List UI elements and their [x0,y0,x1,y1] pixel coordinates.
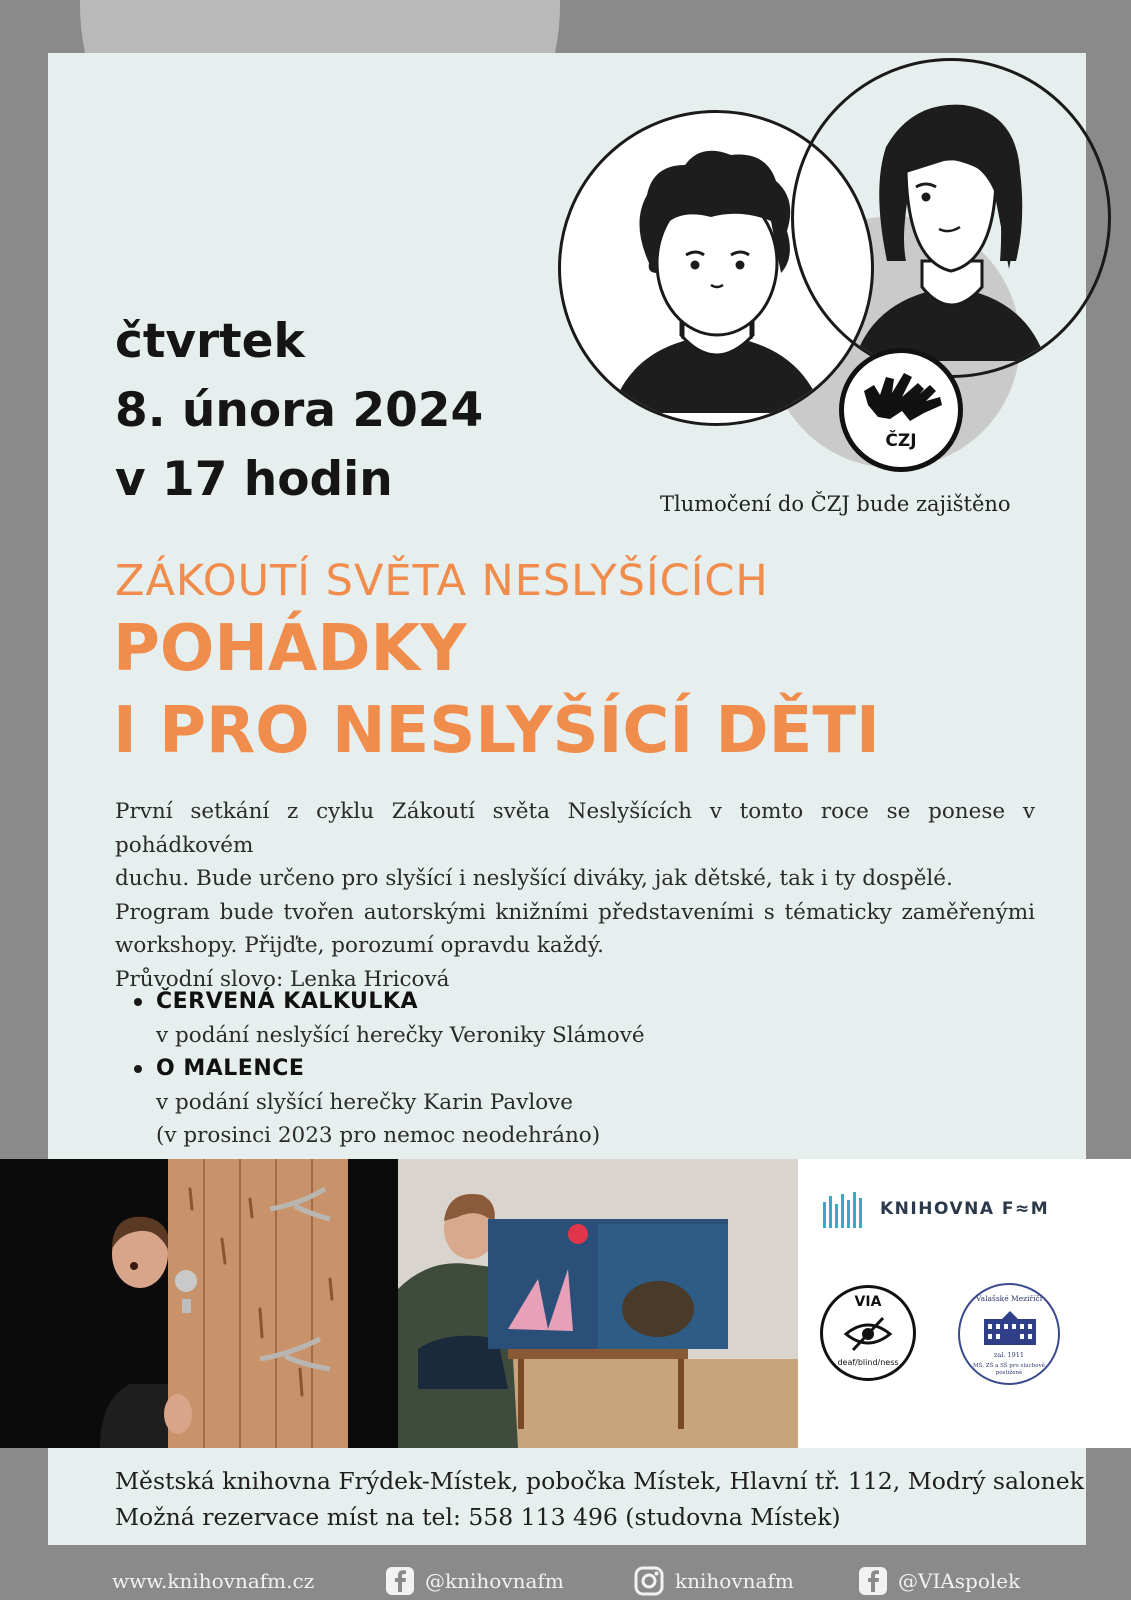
via-logo-label: VIA [854,1294,882,1310]
sign-hands-icon [860,367,944,423]
event-description [115,795,1035,996]
venue-reservation: Možná rezervace míst na tel: 558 113 496 (studovna Místek) [115,1503,841,1531]
sign-language-badge [839,348,963,472]
description-line: duchu. Bude určeno pro slyšící i neslyšící diváky, jak dětské, tak i ty dospělé. [115,866,953,891]
facebook-icon [858,1566,888,1596]
play-performer: v podání slyšící herečky Karin Pavlove [156,1089,574,1115]
headline-line1: POHÁDKY [113,612,467,686]
facebook-link-via[interactable]: @VIAspolek [898,1569,1021,1593]
facebook-link-library[interactable]: @knihovnafm [425,1569,564,1593]
school-logo-bottom: MŠ, ZŠ a SŠ pro sluchově postižené [973,1363,1045,1376]
eye-ear-icon [843,1314,893,1354]
partner-logos [798,1159,1131,1448]
library-logo: KNIHOVNA F≈M [880,1199,1050,1219]
instagram-icon [634,1566,664,1596]
program-list [130,985,830,1153]
event-time: v 17 hodin [115,452,393,507]
headline-line2: I PRO NESLYŠÍCÍ DĚTI [113,694,880,768]
via-logo-subtitle: deaf/blind/ness [837,1358,899,1367]
interpretation-note: Tlumočení do ČZJ bude zajištěno [660,492,1011,516]
series-title: ZÁKOUTÍ SVĚTA NESLYŠÍCÍCH [115,556,769,606]
photo-performer-book [398,1159,798,1448]
description-line: Program bude tvořen autorskými knižními představeními s tématicky zaměřenými [115,899,1035,925]
event-date: 8. února 2024 [115,383,484,438]
person-illustration-2 [791,58,1111,378]
list-item [130,1052,830,1153]
school-logo [958,1283,1060,1385]
instagram-link[interactable]: knihovnafm [675,1569,794,1593]
badge-label: ČZJ [885,431,917,451]
bullet-icon [134,1065,142,1073]
description-line: Průvodní slovo: Lenka Hricová [115,966,450,992]
school-building-icon [982,1309,1038,1347]
play-performer: v podání neslyšící herečky Veroniky Slámové [156,1022,645,1048]
list-item [130,985,830,1052]
description-line: První setkání z cyklu Zákoutí světa Neslyšících v tomto roce se ponese v pohádkovém [115,799,1035,858]
play-title: O MALENCE [156,1056,305,1081]
play-title: ČERVENÁ KALKULKA [156,989,418,1014]
event-day: čtvrtek [115,314,305,369]
venue-address: Městská knihovna Frýdek-Místek, pobočka Místek, Hlavní tř. 112, Modrý salonek [115,1467,1084,1495]
via-logo [820,1285,916,1381]
library-logo-icon [823,1192,867,1228]
school-logo-top: Valašské Meziříčí [975,1294,1043,1303]
school-logo-year: zal. 1911 [993,1351,1025,1359]
bullet-icon [134,998,142,1006]
play-note: (v prosinci 2023 pro nemoc neodehráno) [156,1123,601,1148]
facebook-icon [385,1566,415,1596]
website-link[interactable]: www.knihovnafm.cz [112,1569,315,1593]
description-line: workshopy. Přijďte, porozumí opravdu každý. [115,933,604,958]
photo-performer-door [0,1159,398,1448]
